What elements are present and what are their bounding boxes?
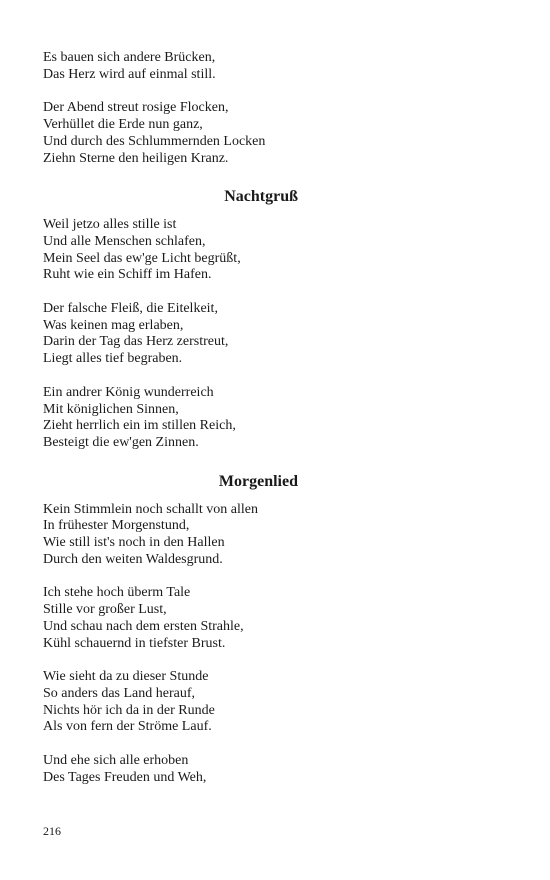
verse-line: Wie sieht da zu dieser Stunde [43,669,209,685]
verse-line: Und schau nach dem ersten Strahle, [43,618,244,634]
verse-line: Mit königlichen Sinnen, [43,401,179,417]
stanza [43,50,483,83]
verse-line: Mein Seel das ew'ge Licht begrüßt, [43,250,241,266]
stanza [43,585,483,652]
verse-line: Kein Stimmlein noch schallt von allen [43,501,259,517]
verse-line: Zieht herrlich ein im stillen Reich, [43,418,236,434]
stanza [43,100,483,167]
verse-line: Weil jetzo alles stille ist [43,217,177,233]
verse-line: Was keinen mag erlaben, [43,317,184,333]
verse-line: Verhüllet die Erde nun ganz, [43,117,203,133]
verse-line: So anders das Land herauf, [43,685,196,701]
verse-line: Das Herz wird auf einmal still. [43,66,216,82]
verse-line: Kühl schauernd in tiefster Brust. [43,635,226,651]
verse-line: Und ehe sich alle erhoben [43,753,189,769]
verse-line: In frühester Morgenstund, [43,518,190,534]
verse-line: Ziehn Sterne den heiligen Kranz. [43,150,229,166]
verse-line: Der Abend streut rosige Flocken, [43,100,229,116]
poem-nachtgruss [43,187,483,451]
stanza [43,385,483,452]
poem-continuation [43,50,483,167]
verse-line: Stille vor großer Lust, [43,602,167,618]
verse-line: Als von fern der Ströme Lauf. [43,719,212,735]
stanza [43,753,483,786]
poem-morgenlied [43,472,483,787]
verse-line: Es bauen sich andere Brücken, [43,50,216,65]
stanza [43,669,483,736]
verse-line: Und durch des Schlummernden Locken [43,133,266,149]
stanza [43,502,483,569]
verse-line: Und alle Menschen schlafen, [43,233,206,249]
verse-line: Des Tages Freuden und Weh, [43,769,207,785]
page-number: 216 [43,824,61,838]
verse-line: Darin der Tag das Herz zerstreut, [43,334,229,350]
verse-line: Besteigt die ew'gen Zinnen. [43,434,199,450]
poem-title: Nachtgruß [224,188,298,206]
verse-line: Wie still ist's noch in den Hallen [43,535,225,551]
stanza [43,301,483,368]
stanza [43,217,483,284]
verse-line: Der falsche Fleiß, die Eitelkeit, [43,301,218,317]
verse-line: Durch den weiten Waldesgrund. [43,551,223,567]
page-text [43,50,483,804]
poem-title: Morgenlied [218,472,298,490]
verse-line: Ruht wie ein Schiff im Hafen. [43,267,212,283]
verse-line: Nichts hör ich da in der Runde [43,702,215,718]
verse-line: Ein andrer König wunderreich [43,384,214,400]
verse-line: Liegt alles tief begraben. [43,351,183,367]
verse-line: Ich stehe hoch überm Tale [43,585,191,601]
